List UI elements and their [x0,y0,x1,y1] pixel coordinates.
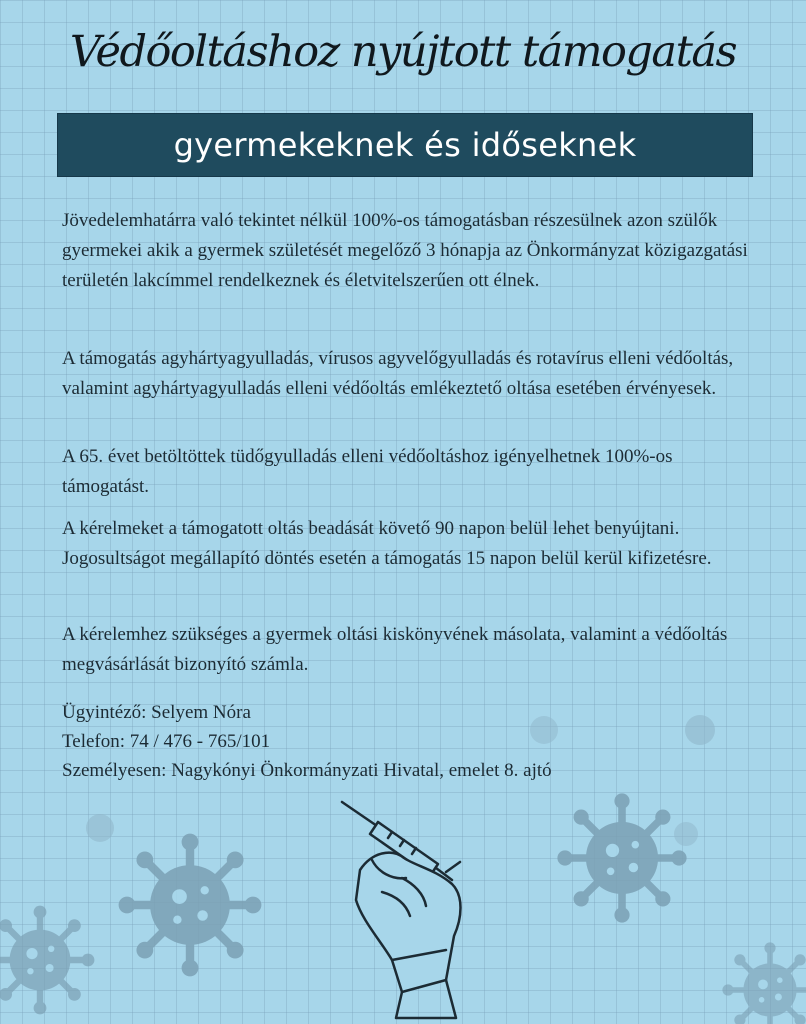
page-title: Védőoltáshoz nyújtott támogatás [69,27,737,77]
paragraph-vaccines: A támogatás agyhártyagyulladás, vírusos agyvelőgyulladás és rotavírus elleni védőoltás, valamint agyhártyagyulladás elleni védőoltás emlékeztető oltása esetében érvényesek. [62,348,734,399]
paragraph-eligibility: Jövedelemhatárra való tekintet nélkül 100%-os támogatásban részesülnek azon szülők gyermekei akik a gyermek születését megelőző 3 hónapja az Önkormányzat közigazgatási területén lakcímmel rendelkeznek és életvitelszerűen ott élnek. [62,210,748,291]
contact-location: Személyesen: Nagykónyi Önkormányzati Hivatal, emelet 8. ajtó [62,760,552,781]
virus-icon [0,906,94,1015]
subtitle-text: gyermekeknek és időseknek [173,126,637,164]
paragraph-documents: A kérelemhez szükséges a gyermek oltási kiskönyvének másolata, valamint a védőoltás megvásárlását bizonyító számla. [62,624,728,675]
paragraph-seniors: A 65. évet betöltöttek tüdőgyulladás elleni védőoltáshoz igényelhetnek 100%-os támogatást. [62,446,673,497]
virus-icon [557,793,686,922]
contact-phone: Telefon: 74 / 476 - 765/101 [62,731,271,752]
syringe-hand-icon [342,802,461,1018]
virus-icon [722,942,806,1024]
contact-person: Ügyintéző: Selyem Nóra [62,702,251,723]
virus-icon [119,834,262,977]
paragraph-deadline: A kérelmeket a támogatott oltás beadását követő 90 napon belül lehet benyújtani. Jogosultságot megállapító döntés esetén a támogatás 15 napon belül kerül kifizetésre. [62,518,712,569]
